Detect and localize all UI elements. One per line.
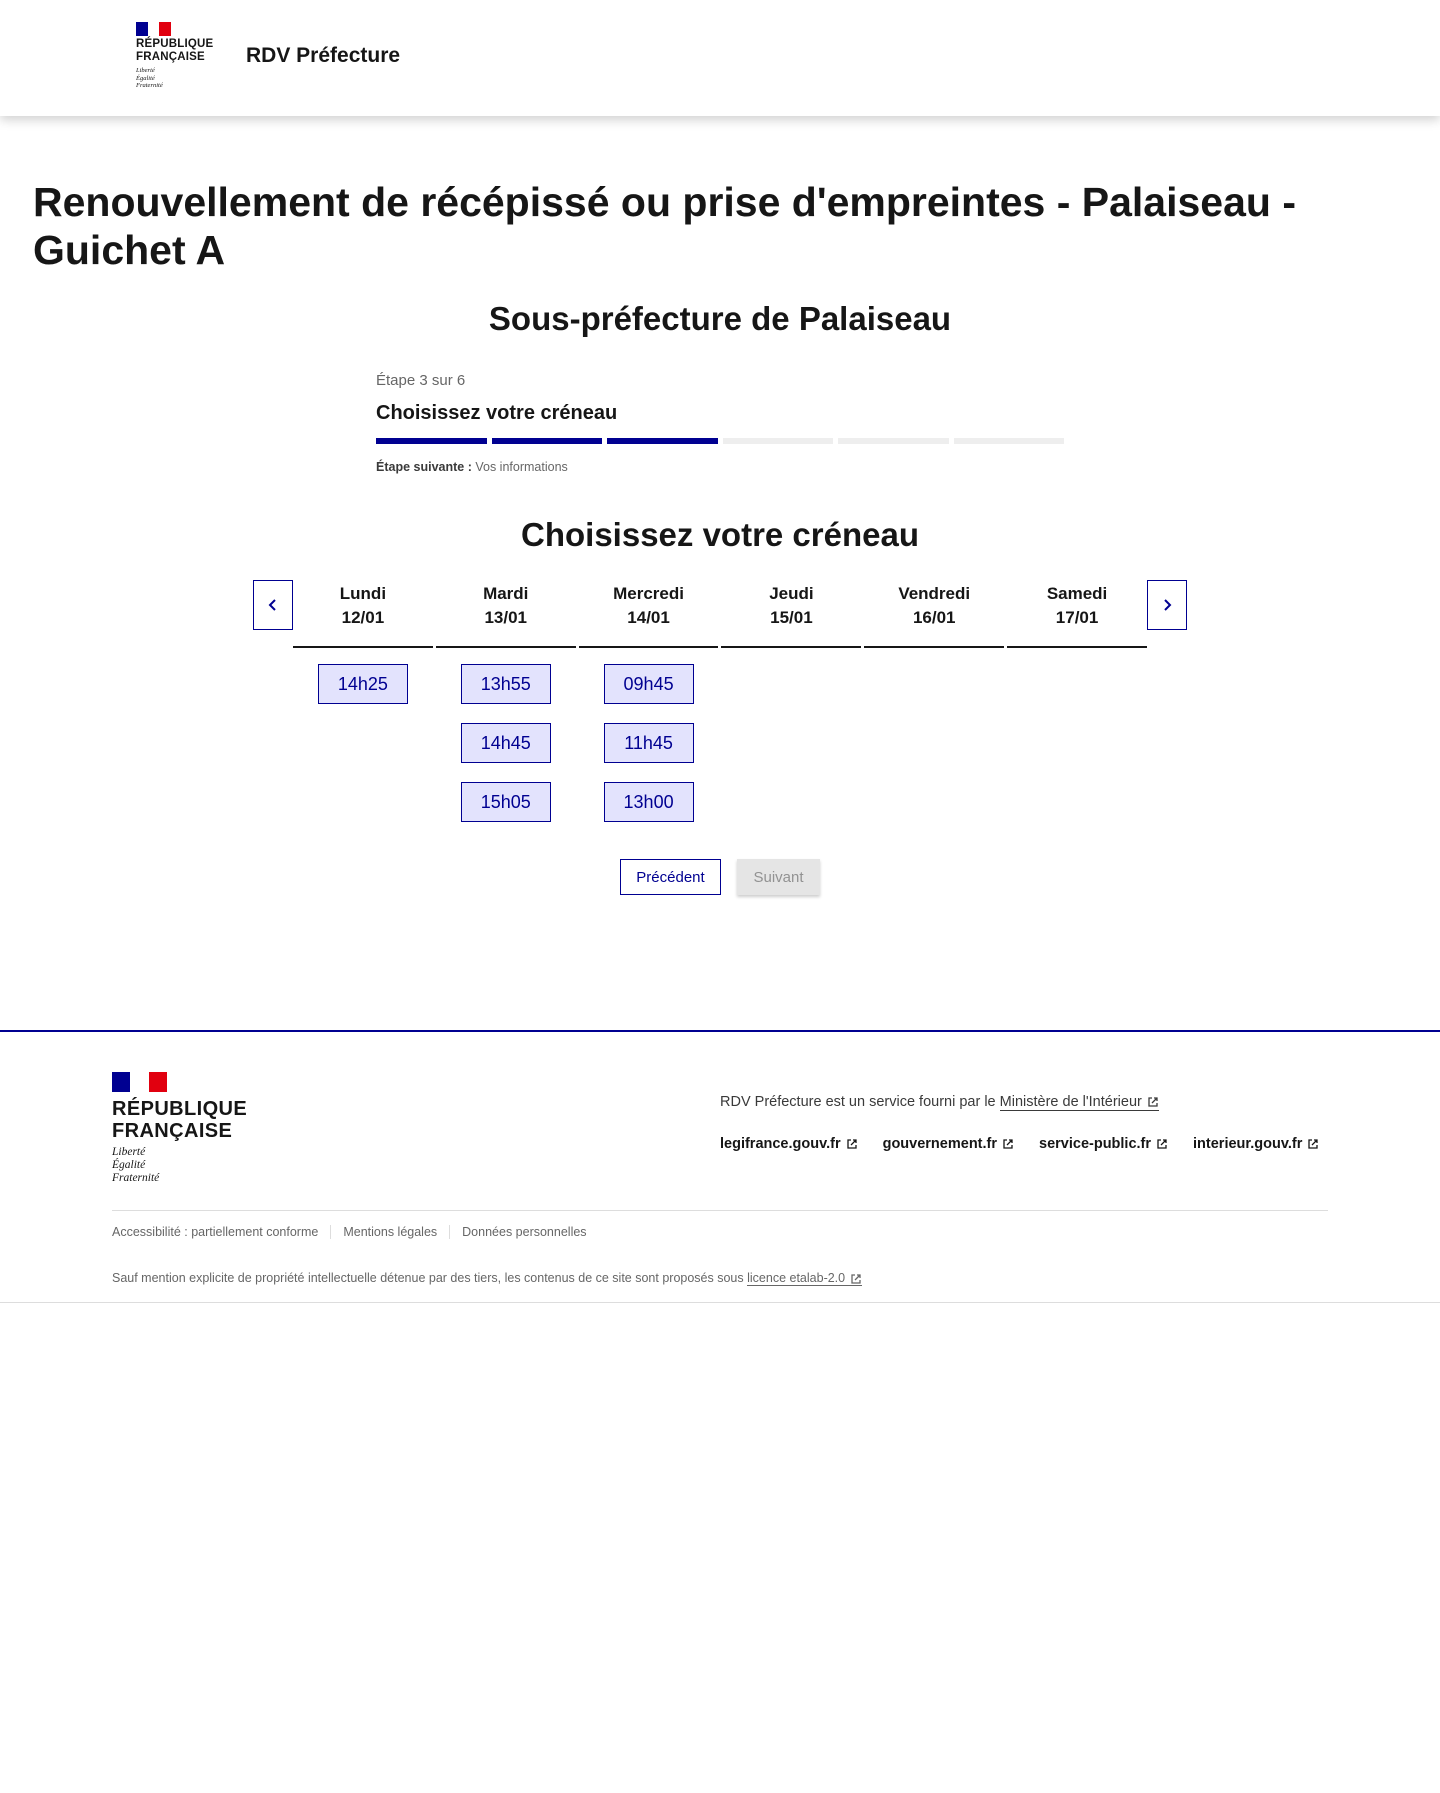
time-slot-button[interactable]: 14h25 xyxy=(318,664,408,704)
footer-bottom-link[interactable]: Accessibilité : partiellement conforme xyxy=(112,1225,319,1239)
day-date: 12/01 xyxy=(341,608,385,627)
marianne-flag-icon xyxy=(112,1072,167,1092)
time-slot-button[interactable]: 11h45 xyxy=(604,723,694,763)
day-name: Mardi xyxy=(483,584,529,603)
site-header xyxy=(0,0,1440,116)
site-footer xyxy=(0,1030,1440,1303)
time-slot-button[interactable]: 15h05 xyxy=(461,782,551,822)
stepper-next xyxy=(376,460,1064,474)
subtitle: Sous-préfecture de Palaiseau xyxy=(488,300,952,337)
stepper-segment xyxy=(723,438,834,444)
chevron-left-icon xyxy=(266,598,280,612)
stepper-segment xyxy=(376,438,487,444)
time-slot-button[interactable]: 14h45 xyxy=(461,723,551,763)
slot-list xyxy=(293,664,433,704)
day-column xyxy=(293,580,433,822)
footer-link[interactable]: service-public.fr xyxy=(1039,1136,1168,1152)
stepper-segment xyxy=(954,438,1065,444)
day-name: Vendredi xyxy=(898,584,971,603)
previous-week-button[interactable] xyxy=(253,580,293,630)
footer-bottom-link[interactable]: Données personnelles xyxy=(449,1225,598,1239)
time-slot-button[interactable]: 13h55 xyxy=(461,664,551,704)
footer-link[interactable]: gouvernement.fr xyxy=(883,1136,1014,1152)
footer-logo[interactable] xyxy=(112,1072,252,1185)
day-header xyxy=(436,580,576,648)
marianne-flag-icon xyxy=(136,22,171,36)
footer-license xyxy=(112,1271,862,1285)
chevron-right-icon xyxy=(1160,598,1174,612)
stepper-segment xyxy=(838,438,949,444)
stepper-segment xyxy=(492,438,603,444)
footer-bottom-link[interactable]: Mentions légales xyxy=(330,1225,449,1239)
external-link-icon xyxy=(1156,1138,1168,1150)
day-date: 14/01 xyxy=(627,608,670,627)
day-name: Mercredi xyxy=(613,584,684,603)
ministere-link[interactable]: Ministère de l'Intérieur xyxy=(1000,1094,1159,1111)
page-title: Renouvellement de récépissé ou prise d'empreintes - Palaiseau - Guichet A xyxy=(33,179,1296,273)
external-link-icon xyxy=(1307,1138,1319,1150)
footer-description-text: RDV Préfecture est un service fourni par le xyxy=(720,1094,996,1110)
footer-logo-text: RÉPUBLIQUE FRANÇAISE xyxy=(112,1098,248,1142)
stepper-next-value: Vos informations xyxy=(475,460,568,474)
footer-description xyxy=(720,1094,1159,1110)
day-name: Lundi xyxy=(339,584,387,603)
day-header xyxy=(864,580,1004,648)
footer-logo-motto: Liberté Égalité Fraternité xyxy=(112,1146,160,1184)
form-buttons xyxy=(0,859,1440,895)
day-header xyxy=(293,580,433,648)
day-header xyxy=(1007,580,1147,648)
footer-link[interactable]: interieur.gouv.fr xyxy=(1193,1136,1319,1152)
license-text: Sauf mention explicite de propriété intellectuelle détenue par des tiers, les contenus de ce site sont proposés sous xyxy=(112,1271,744,1285)
stepper xyxy=(376,372,1064,474)
day-header xyxy=(579,580,719,648)
stepper-state: Étape 3 sur 6 xyxy=(376,372,466,389)
time-slot-button[interactable]: 13h00 xyxy=(604,782,694,822)
section-title: Choisissez votre créneau xyxy=(521,516,919,553)
footer-link[interactable]: legifrance.gouv.fr xyxy=(720,1136,858,1152)
day-column xyxy=(579,580,719,822)
calendar xyxy=(293,580,1147,822)
stepper-progress xyxy=(376,438,1064,444)
day-date: 15/01 xyxy=(770,608,813,627)
day-name: Samedi xyxy=(1046,584,1108,603)
previous-button[interactable]: Précédent xyxy=(620,859,721,895)
service-title[interactable]: RDV Préfecture xyxy=(246,44,401,67)
day-date: 16/01 xyxy=(912,608,956,627)
day-date: 17/01 xyxy=(1055,608,1099,627)
slot-list xyxy=(436,664,576,822)
external-link-icon xyxy=(850,1273,862,1285)
day-date: 13/01 xyxy=(484,608,528,627)
footer-divider xyxy=(112,1210,1328,1211)
external-link-icon xyxy=(846,1138,858,1150)
time-slot-button[interactable]: 09h45 xyxy=(604,664,694,704)
logo-text: RÉPUBLIQUE FRANÇAISE xyxy=(136,38,214,63)
day-header xyxy=(721,580,861,648)
day-name: Jeudi xyxy=(769,584,814,603)
day-column xyxy=(721,580,861,822)
stepper-title: Choisissez votre créneau xyxy=(376,402,618,424)
day-column xyxy=(1007,580,1147,822)
day-column xyxy=(436,580,576,822)
logo-motto: Liberté Égalité Fraternité xyxy=(136,67,163,89)
external-link-icon xyxy=(1147,1096,1159,1108)
stepper-segment xyxy=(607,438,718,444)
stepper-next-label: Étape suivante : xyxy=(376,460,472,474)
next-button[interactable]: Suivant xyxy=(737,859,820,895)
slot-list xyxy=(579,664,719,822)
republique-francaise-logo[interactable] xyxy=(136,22,216,90)
footer-bottom-links xyxy=(112,1225,599,1239)
next-week-button[interactable] xyxy=(1147,580,1187,630)
footer-links xyxy=(720,1136,1319,1152)
license-link[interactable]: licence etalab-2.0 xyxy=(747,1271,862,1286)
external-link-icon xyxy=(1002,1138,1014,1150)
day-column xyxy=(864,580,1004,822)
